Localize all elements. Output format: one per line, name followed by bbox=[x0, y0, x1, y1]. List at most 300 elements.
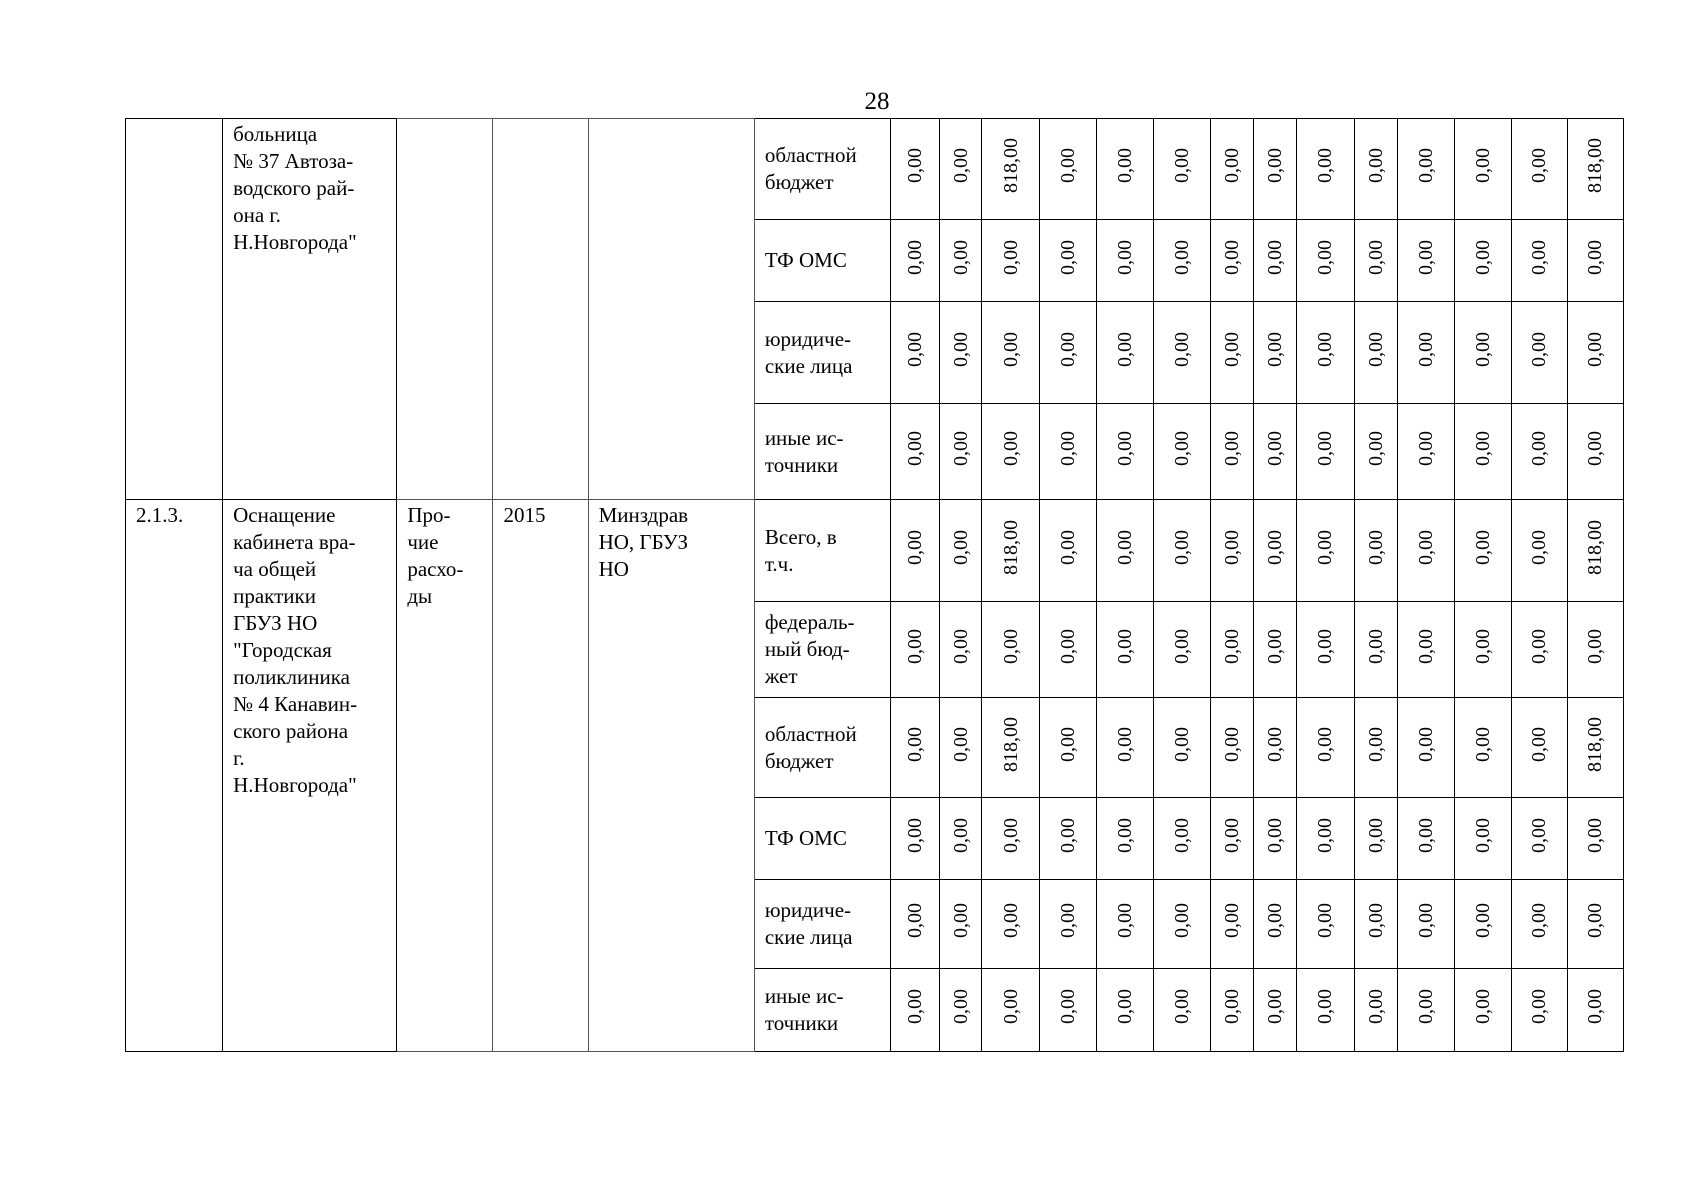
value-text: 0,00 bbox=[1171, 726, 1194, 762]
value-text: 0,00 bbox=[1057, 628, 1080, 664]
value-text: 0,00 bbox=[949, 331, 972, 367]
value-cell bbox=[1567, 698, 1623, 798]
value-cell bbox=[1211, 798, 1254, 880]
value-cell bbox=[1511, 404, 1567, 500]
value-text: 0,00 bbox=[904, 529, 927, 565]
value-cell bbox=[940, 698, 982, 798]
value-text: 0,00 bbox=[1414, 331, 1437, 367]
value-text: 0,00 bbox=[1221, 817, 1244, 853]
value-text: 0,00 bbox=[1314, 726, 1337, 762]
value-cell bbox=[1354, 220, 1397, 302]
value-cell bbox=[890, 602, 939, 698]
value-cell bbox=[1454, 404, 1511, 500]
value-text: 0,00 bbox=[1171, 430, 1194, 466]
value-cell bbox=[1511, 602, 1567, 698]
value-text: 0,00 bbox=[1171, 148, 1194, 183]
value-cell bbox=[890, 798, 939, 880]
value-text: 0,00 bbox=[1364, 430, 1387, 466]
value-text: 0,00 bbox=[1314, 989, 1337, 1024]
value-text: 0,00 bbox=[949, 903, 972, 938]
row-code bbox=[126, 119, 223, 500]
value-text: 0,00 bbox=[1584, 989, 1607, 1024]
value-cell bbox=[1097, 404, 1154, 500]
value-cell bbox=[1354, 880, 1397, 969]
row-name: Оснащение кабинета вра- ча общей практики ГБУЗ НО "Городская поликлиника № 4 Канавин- ского района г. Н.Новгорода" bbox=[223, 500, 397, 1052]
value-text: 0,00 bbox=[1584, 239, 1607, 275]
value-text: 0,00 bbox=[1364, 148, 1387, 183]
value-text: 0,00 bbox=[1221, 430, 1244, 466]
value-text: 0,00 bbox=[1221, 628, 1244, 664]
value-cell bbox=[1211, 602, 1254, 698]
row-code: 2.1.3. bbox=[126, 500, 223, 1052]
funding-source: федераль- ный бюд- жет bbox=[754, 602, 890, 698]
value-text: 0,00 bbox=[1114, 529, 1137, 565]
value-text: 0,00 bbox=[1364, 331, 1387, 367]
value-text: 0,00 bbox=[1471, 430, 1494, 466]
budget-table bbox=[125, 118, 1624, 1052]
value-text: 0,00 bbox=[1414, 239, 1437, 275]
value-text: 0,00 bbox=[904, 726, 927, 762]
value-cell bbox=[1211, 404, 1254, 500]
value-cell bbox=[1354, 500, 1397, 602]
value-cell bbox=[1211, 698, 1254, 798]
value-text: 0,00 bbox=[1057, 430, 1080, 466]
value-cell bbox=[940, 880, 982, 969]
value-cell bbox=[1454, 798, 1511, 880]
value-text: 0,00 bbox=[949, 239, 972, 275]
value-text: 0,00 bbox=[1584, 903, 1607, 938]
value-cell bbox=[1254, 798, 1297, 880]
value-cell bbox=[890, 880, 939, 969]
value-cell bbox=[890, 698, 939, 798]
value-cell bbox=[1297, 602, 1354, 698]
value-text: 0,00 bbox=[1264, 817, 1287, 853]
value-text: 0,00 bbox=[999, 430, 1022, 466]
value-text: 0,00 bbox=[1528, 430, 1551, 466]
value-cell bbox=[982, 500, 1040, 602]
value-cell bbox=[1397, 798, 1454, 880]
value-text: 0,00 bbox=[1171, 331, 1194, 367]
value-text: 0,00 bbox=[949, 817, 972, 853]
value-cell bbox=[982, 302, 1040, 404]
value-text: 0,00 bbox=[1528, 239, 1551, 275]
value-text: 0,00 bbox=[1528, 903, 1551, 938]
value-text: 0,00 bbox=[904, 817, 927, 853]
value-text: 0,00 bbox=[949, 726, 972, 762]
value-text: 0,00 bbox=[1314, 903, 1337, 938]
row-expense-type bbox=[397, 119, 493, 500]
value-text: 0,00 bbox=[999, 989, 1022, 1024]
value-text: 0,00 bbox=[1057, 903, 1080, 938]
value-text: 0,00 bbox=[1314, 430, 1337, 466]
value-cell bbox=[940, 220, 982, 302]
value-cell bbox=[1297, 500, 1354, 602]
value-text: 0,00 bbox=[1414, 903, 1437, 938]
value-text: 0,00 bbox=[1264, 148, 1287, 183]
value-cell bbox=[1097, 119, 1154, 220]
value-text: 0,00 bbox=[1114, 430, 1137, 466]
value-cell bbox=[1511, 500, 1567, 602]
value-cell bbox=[982, 880, 1040, 969]
value-text: 0,00 bbox=[1221, 529, 1244, 565]
value-text: 818,00 bbox=[999, 716, 1022, 772]
value-cell bbox=[1354, 969, 1397, 1052]
value-cell bbox=[1567, 969, 1623, 1052]
funding-source: ТФ ОМС bbox=[754, 798, 890, 880]
value-text: 0,00 bbox=[1471, 148, 1494, 183]
value-text: 0,00 bbox=[949, 148, 972, 183]
value-cell bbox=[1354, 698, 1397, 798]
value-text: 0,00 bbox=[999, 331, 1022, 367]
value-cell bbox=[1567, 602, 1623, 698]
value-text: 0,00 bbox=[1414, 628, 1437, 664]
value-cell bbox=[1567, 302, 1623, 404]
value-cell bbox=[1511, 969, 1567, 1052]
value-cell bbox=[1154, 404, 1211, 500]
value-cell bbox=[940, 404, 982, 500]
value-cell bbox=[1297, 220, 1354, 302]
value-cell bbox=[940, 302, 982, 404]
value-cell bbox=[1567, 880, 1623, 969]
value-text: 0,00 bbox=[1528, 148, 1551, 183]
value-text: 818,00 bbox=[999, 519, 1022, 575]
value-cell bbox=[1354, 798, 1397, 880]
value-cell bbox=[1097, 500, 1154, 602]
value-cell bbox=[940, 500, 982, 602]
value-text: 0,00 bbox=[1221, 148, 1244, 183]
value-text: 0,00 bbox=[1584, 331, 1607, 367]
value-cell bbox=[1397, 500, 1454, 602]
value-text: 0,00 bbox=[904, 239, 927, 275]
value-text: 0,00 bbox=[1114, 903, 1137, 938]
funding-source: иные ис- точники bbox=[754, 969, 890, 1052]
value-cell bbox=[1097, 798, 1154, 880]
funding-source: областной бюджет bbox=[754, 119, 890, 220]
value-text: 0,00 bbox=[999, 817, 1022, 853]
value-text: 0,00 bbox=[1264, 529, 1287, 565]
value-text: 0,00 bbox=[1528, 529, 1551, 565]
value-text: 0,00 bbox=[1584, 628, 1607, 664]
value-cell bbox=[940, 798, 982, 880]
value-text: 0,00 bbox=[1264, 726, 1287, 762]
funding-source: иные ис- точники bbox=[754, 404, 890, 500]
value-text: 0,00 bbox=[1114, 726, 1137, 762]
table-row bbox=[126, 119, 1624, 220]
value-text: 0,00 bbox=[1471, 726, 1494, 762]
value-cell bbox=[1254, 969, 1297, 1052]
value-cell bbox=[1567, 119, 1623, 220]
value-cell bbox=[1397, 880, 1454, 969]
value-cell bbox=[1254, 602, 1297, 698]
value-cell bbox=[1154, 220, 1211, 302]
value-cell bbox=[1397, 404, 1454, 500]
value-cell bbox=[1211, 969, 1254, 1052]
value-cell bbox=[1211, 302, 1254, 404]
page-number: 28 bbox=[864, 88, 890, 115]
value-cell bbox=[1454, 500, 1511, 602]
value-text: 818,00 bbox=[1584, 138, 1607, 193]
value-text: 0,00 bbox=[1314, 331, 1337, 367]
row-expense-type: Про- чие расхо- ды bbox=[397, 500, 493, 1052]
value-text: 0,00 bbox=[949, 430, 972, 466]
value-cell bbox=[1097, 698, 1154, 798]
value-text: 0,00 bbox=[1471, 331, 1494, 367]
value-cell bbox=[940, 602, 982, 698]
value-text: 0,00 bbox=[1528, 628, 1551, 664]
value-cell bbox=[982, 602, 1040, 698]
value-cell bbox=[1354, 119, 1397, 220]
value-cell bbox=[1211, 880, 1254, 969]
value-text: 0,00 bbox=[1364, 817, 1387, 853]
value-cell bbox=[1511, 119, 1567, 220]
value-cell bbox=[1040, 602, 1097, 698]
value-cell bbox=[1397, 969, 1454, 1052]
value-text: 0,00 bbox=[1221, 726, 1244, 762]
value-text: 0,00 bbox=[1471, 239, 1494, 275]
value-text: 0,00 bbox=[1471, 529, 1494, 565]
value-cell bbox=[1154, 969, 1211, 1052]
value-text: 0,00 bbox=[904, 628, 927, 664]
table-body bbox=[126, 119, 1624, 1052]
row-year: 2015 bbox=[493, 500, 588, 1052]
value-cell bbox=[1154, 798, 1211, 880]
value-cell bbox=[1254, 404, 1297, 500]
value-text: 0,00 bbox=[1171, 817, 1194, 853]
value-text: 0,00 bbox=[1471, 628, 1494, 664]
value-text: 0,00 bbox=[1364, 239, 1387, 275]
value-text: 0,00 bbox=[1364, 628, 1387, 664]
value-cell bbox=[1040, 798, 1097, 880]
value-cell bbox=[982, 698, 1040, 798]
value-cell bbox=[1397, 302, 1454, 404]
value-cell bbox=[1154, 119, 1211, 220]
value-cell bbox=[1040, 119, 1097, 220]
value-cell bbox=[1454, 969, 1511, 1052]
value-cell bbox=[1297, 698, 1354, 798]
value-cell bbox=[1040, 220, 1097, 302]
value-cell bbox=[1254, 880, 1297, 969]
value-cell bbox=[1297, 119, 1354, 220]
value-cell bbox=[1254, 119, 1297, 220]
value-cell bbox=[940, 969, 982, 1052]
value-text: 0,00 bbox=[1414, 430, 1437, 466]
value-cell bbox=[1254, 302, 1297, 404]
value-cell bbox=[1097, 880, 1154, 969]
value-text: 0,00 bbox=[1057, 817, 1080, 853]
value-text: 0,00 bbox=[1414, 726, 1437, 762]
value-cell bbox=[1154, 302, 1211, 404]
value-text: 0,00 bbox=[1364, 989, 1387, 1024]
value-text: 0,00 bbox=[1114, 331, 1137, 367]
value-text: 0,00 bbox=[1414, 529, 1437, 565]
value-cell bbox=[1397, 602, 1454, 698]
value-text: 0,00 bbox=[1414, 989, 1437, 1024]
value-cell bbox=[1454, 220, 1511, 302]
value-text: 0,00 bbox=[1221, 903, 1244, 938]
value-cell bbox=[982, 119, 1040, 220]
funding-source: ТФ ОМС bbox=[754, 220, 890, 302]
value-cell bbox=[982, 969, 1040, 1052]
value-text: 0,00 bbox=[1057, 331, 1080, 367]
funding-source: юридиче- ские лица bbox=[754, 880, 890, 969]
value-cell bbox=[1454, 602, 1511, 698]
value-text: 0,00 bbox=[1171, 529, 1194, 565]
value-text: 0,00 bbox=[1114, 239, 1137, 275]
value-text: 0,00 bbox=[1471, 817, 1494, 853]
value-cell bbox=[1511, 220, 1567, 302]
value-cell bbox=[1511, 698, 1567, 798]
value-cell bbox=[1454, 880, 1511, 969]
value-text: 0,00 bbox=[904, 903, 927, 938]
value-text: 0,00 bbox=[1314, 628, 1337, 664]
value-cell bbox=[1297, 880, 1354, 969]
value-cell bbox=[1567, 500, 1623, 602]
value-cell bbox=[1511, 302, 1567, 404]
value-cell bbox=[890, 302, 939, 404]
value-text: 0,00 bbox=[999, 903, 1022, 938]
value-cell bbox=[1567, 798, 1623, 880]
value-cell bbox=[940, 119, 982, 220]
value-cell bbox=[1397, 220, 1454, 302]
value-cell bbox=[1454, 302, 1511, 404]
value-cell bbox=[1297, 404, 1354, 500]
row-name: больница № 37 Автоза- водского рай- она г. Н.Новгорода" bbox=[223, 119, 397, 500]
value-text: 0,00 bbox=[1264, 239, 1287, 275]
value-text: 0,00 bbox=[1528, 726, 1551, 762]
value-text: 0,00 bbox=[1221, 331, 1244, 367]
value-cell bbox=[1211, 220, 1254, 302]
value-text: 0,00 bbox=[999, 239, 1022, 275]
value-text: 0,00 bbox=[1264, 628, 1287, 664]
value-cell bbox=[982, 220, 1040, 302]
value-text: 0,00 bbox=[1171, 239, 1194, 275]
value-cell bbox=[1354, 302, 1397, 404]
value-cell bbox=[1040, 500, 1097, 602]
value-text: 0,00 bbox=[1314, 529, 1337, 565]
value-text: 0,00 bbox=[1264, 903, 1287, 938]
value-cell bbox=[1297, 302, 1354, 404]
value-cell bbox=[1154, 602, 1211, 698]
value-cell bbox=[982, 404, 1040, 500]
value-cell bbox=[1297, 969, 1354, 1052]
value-text: 0,00 bbox=[1171, 628, 1194, 664]
value-text: 0,00 bbox=[1057, 148, 1080, 183]
value-text: 0,00 bbox=[1114, 817, 1137, 853]
value-cell bbox=[982, 798, 1040, 880]
value-text: 818,00 bbox=[1584, 716, 1607, 772]
value-text: 0,00 bbox=[1221, 239, 1244, 275]
value-text: 0,00 bbox=[1364, 903, 1387, 938]
value-text: 0,00 bbox=[1171, 903, 1194, 938]
value-text: 0,00 bbox=[1114, 628, 1137, 664]
value-text: 0,00 bbox=[1528, 331, 1551, 367]
value-cell bbox=[1397, 119, 1454, 220]
row-executor: Минздрав НО, ГБУЗ НО bbox=[588, 500, 754, 1052]
value-cell bbox=[1454, 698, 1511, 798]
value-text: 0,00 bbox=[1264, 331, 1287, 367]
funding-source: Всего, в т.ч. bbox=[754, 500, 890, 602]
value-cell bbox=[1297, 798, 1354, 880]
value-cell bbox=[1454, 119, 1511, 220]
value-text: 0,00 bbox=[1528, 989, 1551, 1024]
value-cell bbox=[1040, 404, 1097, 500]
value-text: 0,00 bbox=[1057, 989, 1080, 1024]
value-cell bbox=[1097, 302, 1154, 404]
value-text: 0,00 bbox=[1528, 817, 1551, 853]
value-cell bbox=[1040, 302, 1097, 404]
value-text: 0,00 bbox=[1314, 148, 1337, 183]
value-text: 0,00 bbox=[904, 430, 927, 466]
value-cell bbox=[1040, 880, 1097, 969]
value-text: 0,00 bbox=[1364, 726, 1387, 762]
value-cell bbox=[1154, 880, 1211, 969]
value-cell bbox=[1097, 220, 1154, 302]
value-cell bbox=[1040, 969, 1097, 1052]
value-cell bbox=[1097, 969, 1154, 1052]
value-text: 0,00 bbox=[999, 628, 1022, 664]
funding-source: областной бюджет bbox=[754, 698, 890, 798]
value-cell bbox=[1154, 698, 1211, 798]
value-text: 818,00 bbox=[1584, 519, 1607, 575]
value-text: 818,00 bbox=[999, 138, 1022, 193]
value-cell bbox=[1511, 880, 1567, 969]
value-cell bbox=[890, 404, 939, 500]
funding-source: юридиче- ские лица bbox=[754, 302, 890, 404]
value-cell bbox=[1211, 119, 1254, 220]
value-text: 0,00 bbox=[1114, 989, 1137, 1024]
value-text: 0,00 bbox=[1221, 989, 1244, 1024]
value-text: 0,00 bbox=[1057, 529, 1080, 565]
value-cell bbox=[890, 969, 939, 1052]
value-text: 0,00 bbox=[1471, 903, 1494, 938]
value-cell bbox=[1211, 500, 1254, 602]
value-cell bbox=[1254, 220, 1297, 302]
value-text: 0,00 bbox=[1264, 989, 1287, 1024]
row-year bbox=[493, 119, 588, 500]
value-cell bbox=[1567, 220, 1623, 302]
value-cell bbox=[890, 500, 939, 602]
value-text: 0,00 bbox=[1314, 239, 1337, 275]
value-cell bbox=[1040, 698, 1097, 798]
value-text: 0,00 bbox=[904, 331, 927, 367]
value-text: 0,00 bbox=[1114, 148, 1137, 183]
value-text: 0,00 bbox=[949, 529, 972, 565]
table-row bbox=[126, 500, 1624, 602]
value-text: 0,00 bbox=[904, 989, 927, 1024]
value-cell bbox=[1254, 698, 1297, 798]
value-cell bbox=[890, 220, 939, 302]
value-text: 0,00 bbox=[1264, 430, 1287, 466]
row-executor bbox=[588, 119, 754, 500]
value-text: 0,00 bbox=[1057, 726, 1080, 762]
value-text: 0,00 bbox=[1364, 529, 1387, 565]
value-text: 0,00 bbox=[1584, 430, 1607, 466]
value-cell bbox=[1254, 500, 1297, 602]
value-text: 0,00 bbox=[1171, 989, 1194, 1024]
value-text: 0,00 bbox=[949, 628, 972, 664]
value-cell bbox=[1097, 602, 1154, 698]
value-cell bbox=[1354, 602, 1397, 698]
value-text: 0,00 bbox=[1414, 148, 1437, 183]
value-text: 0,00 bbox=[904, 148, 927, 183]
value-text: 0,00 bbox=[1584, 817, 1607, 853]
value-text: 0,00 bbox=[1314, 817, 1337, 853]
value-text: 0,00 bbox=[949, 989, 972, 1024]
value-cell bbox=[1354, 404, 1397, 500]
value-text: 0,00 bbox=[1057, 239, 1080, 275]
value-cell bbox=[1567, 404, 1623, 500]
value-text: 0,00 bbox=[1414, 817, 1437, 853]
